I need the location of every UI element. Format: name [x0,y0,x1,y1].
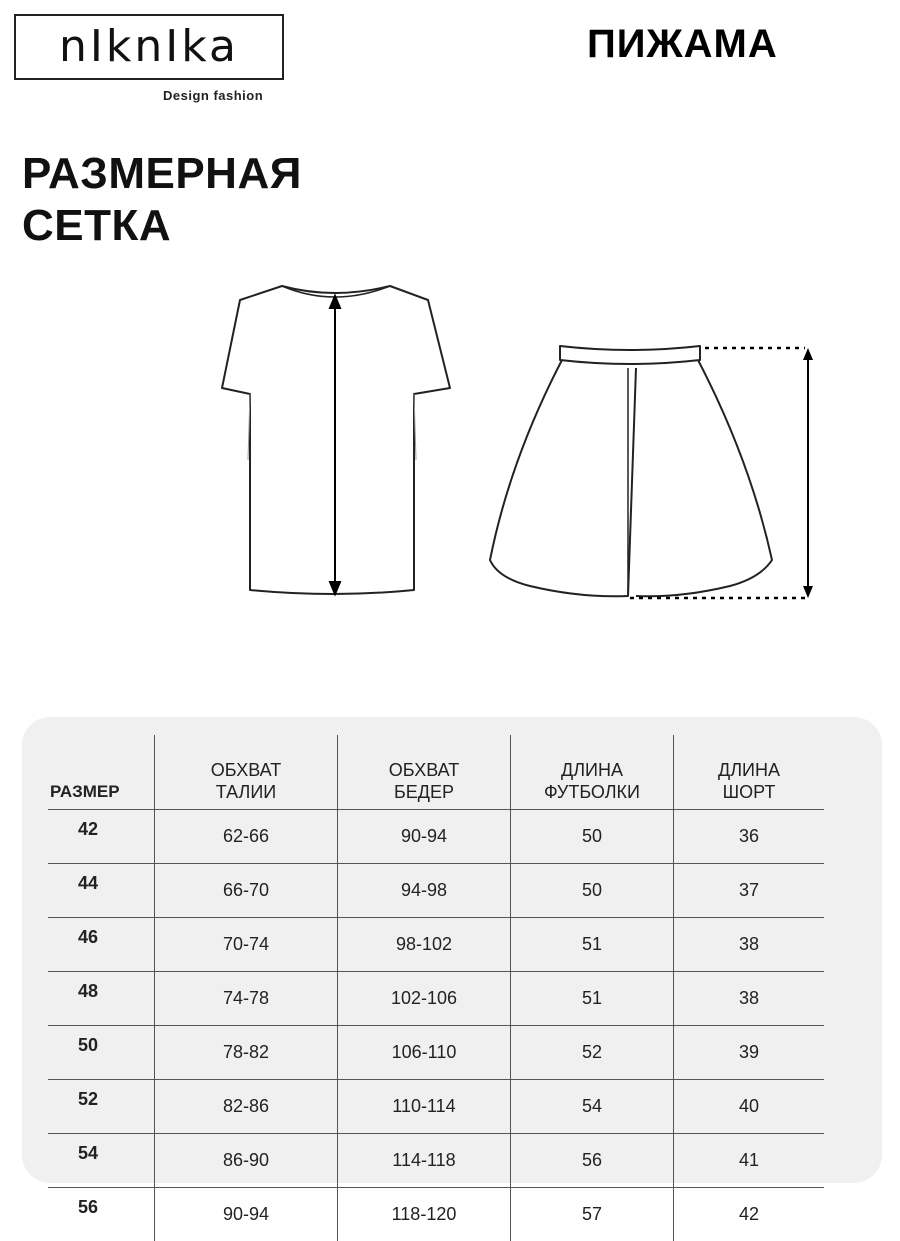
table-row [48,1134,824,1188]
header-waist: ОБХВАТ ТАЛИИ [155,735,338,810]
size-cell: 56 [48,1188,155,1241]
shirt-length-cell: 54 [511,1080,674,1134]
shorts-length-cell: 37 [674,864,825,918]
hips-cell: 98-102 [338,918,511,972]
shorts-drawing [490,346,772,596]
shorts-length-cell: 36 [674,810,825,864]
size-cell: 52 [48,1080,155,1134]
hips-cell: 114-118 [338,1134,511,1188]
hips-cell: 94-98 [338,864,511,918]
waist-cell: 70-74 [155,918,338,972]
table-row [48,810,824,864]
shirt-length-cell: 50 [511,810,674,864]
shirt-length-cell: 52 [511,1026,674,1080]
header-size: РАЗМЕР [48,735,155,810]
shorts-length-cell: 41 [674,1134,825,1188]
waist-cell: 86-90 [155,1134,338,1188]
size-cell: 44 [48,864,155,918]
waist-cell: 90-94 [155,1188,338,1241]
size-cell: 50 [48,1026,155,1080]
size-cell: 54 [48,1134,155,1188]
page-title [22,148,302,252]
table-row [48,1188,824,1241]
title-line-2: СЕТКА [22,200,302,252]
shorts-length-cell: 42 [674,1188,825,1241]
waist-cell: 66-70 [155,864,338,918]
table-row [48,1080,824,1134]
shirt-length-cell: 57 [511,1188,674,1241]
garment-illustrations [200,260,840,660]
header-shorts-length: ДЛИНА ШОРТ [674,735,825,810]
shirt-length-cell: 51 [511,918,674,972]
table-row [48,972,824,1026]
shirt-length-cell: 50 [511,864,674,918]
title-line-1: РАЗМЕРНАЯ [22,148,302,200]
hips-cell: 110-114 [338,1080,511,1134]
table-row [48,918,824,972]
hips-cell: 90-94 [338,810,511,864]
shorts-length-cell: 40 [674,1080,825,1134]
brand-tagline: Design fashion [163,88,263,103]
hips-cell: 106-110 [338,1026,511,1080]
size-table-card [22,717,882,1183]
hips-cell: 102-106 [338,972,511,1026]
waist-cell: 62-66 [155,810,338,864]
shirt-length-cell: 51 [511,972,674,1026]
size-cell: 42 [48,810,155,864]
shorts-length-cell: 39 [674,1026,825,1080]
size-table-header [48,735,824,810]
product-name: ПИЖАМА [587,22,778,67]
shirt-length-cell: 56 [511,1134,674,1188]
tshirt-length-arrow [330,296,340,594]
table-row [48,864,824,918]
brand-logo-text: nIknIka [59,25,239,69]
hips-cell: 118-120 [338,1188,511,1241]
shorts-length-arrow [630,348,813,598]
shorts-length-cell: 38 [674,972,825,1026]
table-row [48,1026,824,1080]
size-cell: 46 [48,918,155,972]
size-table [48,735,824,1241]
waist-cell: 82-86 [155,1080,338,1134]
header-hips: ОБХВАТ БЕДЕР [338,735,511,810]
waist-cell: 74-78 [155,972,338,1026]
waist-cell: 78-82 [155,1026,338,1080]
shorts-length-cell: 38 [674,918,825,972]
size-cell: 48 [48,972,155,1026]
brand-logo [14,14,284,80]
header-shirt-length: ДЛИНА ФУТБОЛКИ [511,735,674,810]
